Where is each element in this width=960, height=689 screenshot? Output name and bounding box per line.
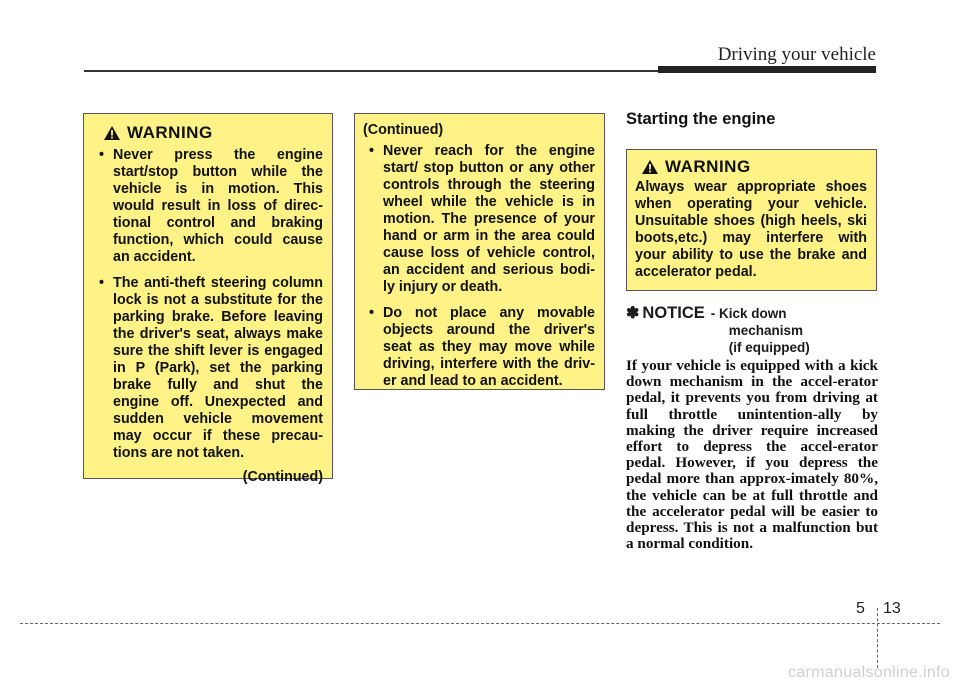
header-rule xyxy=(84,70,660,72)
header-rule-bar xyxy=(658,66,876,73)
watermark: carmanualsonline.info xyxy=(788,664,950,681)
list-item: • The anti-theft steering column lock is not a substitute for the parking brake. Before leaving the driver's seat, always make sure the shift lever is engaged in P (Park), set the parking brake fully and shut the engine off. Unexpected and sudden vehicle movement may occur if these precau-tions are not taken. xyxy=(99,275,323,461)
warning-box-right xyxy=(626,149,877,291)
footer-rule xyxy=(20,623,940,624)
section-title: Starting the engine xyxy=(626,110,776,128)
notice-label: ✽ NOTICE xyxy=(626,304,705,322)
continued-label: (Continued) xyxy=(363,122,444,138)
running-header: Driving your vehicle xyxy=(717,44,876,65)
continued-label: (Continued) xyxy=(242,469,323,485)
warning-list xyxy=(363,143,595,390)
warning-triangle-icon xyxy=(641,159,659,175)
warning-header xyxy=(93,124,323,141)
warning-title: WARNING xyxy=(665,157,751,176)
warning-title: WARNING xyxy=(127,123,213,142)
chapter-number: 5 xyxy=(856,600,865,617)
warning-list xyxy=(93,147,323,462)
notice-block xyxy=(626,303,877,356)
warning-header xyxy=(635,158,867,175)
warning-text: Always wear appropriate shoes when operating your vehicle. Unsuitable shoes (high heels, ski boots,etc.) may interfere with your ability to use the brake and accelerator pedal. xyxy=(635,179,867,280)
notice-star-icon: ✽ xyxy=(626,305,640,322)
list-item: • Never press the engine start/stop button while the vehicle is in motion. This would result in loss of direc-tional control and braking function, which could cause an accident. xyxy=(99,147,323,265)
list-item: • Do not place any movable objects around the driver's seat as they may move while driving, interfere with the driv-er and lead to an accident. xyxy=(369,305,595,389)
notice-subtitle: - Kick down mechanism (if equipped) xyxy=(710,306,810,355)
footer-divider xyxy=(877,608,878,668)
list-item: • Never reach for the engine start/ stop button or any other controls through the steering wheel while the vehicle is in motion. The presence of your hand or arm in the area could cause loss of vehicle control, an accident and serious bodi-ly injury or death. xyxy=(369,143,595,295)
warning-triangle-icon xyxy=(103,125,121,141)
warning-box-left xyxy=(83,113,333,485)
warning-box-middle xyxy=(354,113,605,390)
page-number: 13 xyxy=(883,600,901,617)
notice-body: If your vehicle is equipped with a kick down mechanism in the accel-erator pedal, it prevents you from driving at full throttle unintention-ally by making the driver require increased effort to depress the accel-erator pedal. However, if you depress the pedal more than approx-imately 80%, the vehicle can be at full throttle and the accelerator pedal will be easier to depress. This is not a malfunction but a normal condition. xyxy=(626,357,878,553)
